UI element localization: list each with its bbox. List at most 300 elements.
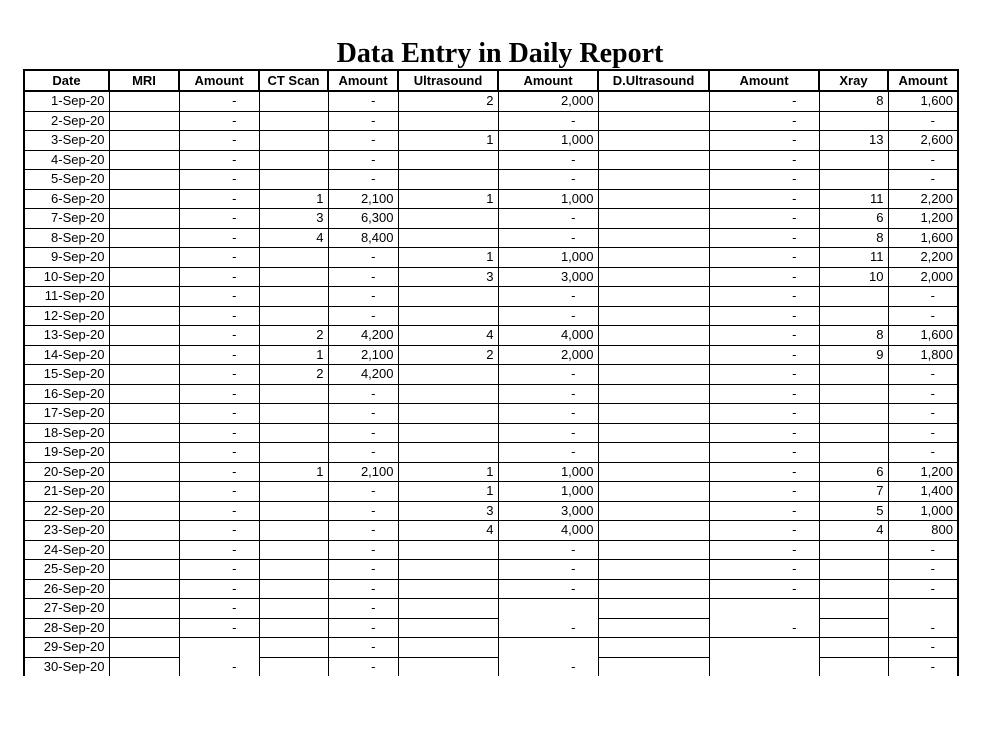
cell-ct-amount[interactable]: -: [328, 423, 398, 443]
cell-date[interactable]: 11-Sep-20: [24, 287, 109, 307]
cell-date[interactable]: 5-Sep-20: [24, 170, 109, 190]
cell-xray-amount[interactable]: 1,200: [888, 209, 958, 229]
cell-d-ultrasound-amount[interactable]: -: [709, 501, 819, 521]
cell-ct-amount[interactable]: -: [328, 267, 398, 287]
cell-xray[interactable]: 6: [819, 209, 888, 229]
cell-d-ultrasound-amount[interactable]: -: [709, 521, 819, 541]
cell-ct-amount[interactable]: -: [328, 618, 398, 638]
cell-mri-amount[interactable]: -: [179, 209, 259, 229]
cell-date[interactable]: 21-Sep-20: [24, 482, 109, 502]
cell-ultrasound[interactable]: 2: [398, 91, 498, 111]
cell-xray[interactable]: 9: [819, 345, 888, 365]
cell-d-ultrasound[interactable]: [598, 599, 709, 619]
cell-ct-scan[interactable]: 1: [259, 189, 328, 209]
cell-ct-amount[interactable]: 2,100: [328, 345, 398, 365]
cell-xray-amount[interactable]: 2,200: [888, 189, 958, 209]
cell-mri[interactable]: [109, 657, 179, 676]
cell-d-ultrasound[interactable]: [598, 111, 709, 131]
cell-mri[interactable]: [109, 267, 179, 287]
cell-xray[interactable]: 5: [819, 501, 888, 521]
cell-ct-amount[interactable]: -: [328, 91, 398, 111]
cell-date[interactable]: 18-Sep-20: [24, 423, 109, 443]
cell-ultrasound-amount[interactable]: -: [498, 209, 598, 229]
cell-ultrasound-amount[interactable]: 1,000: [498, 482, 598, 502]
cell-d-ultrasound[interactable]: [598, 384, 709, 404]
cell-ultrasound-amount[interactable]: -: [498, 306, 598, 326]
cell-ultrasound[interactable]: 1: [398, 248, 498, 268]
cell-ultrasound[interactable]: [398, 150, 498, 170]
cell-date[interactable]: 29-Sep-20: [24, 638, 109, 658]
cell-ultrasound-amount[interactable]: -: [498, 287, 598, 307]
cell-mri-amount[interactable]: -: [179, 189, 259, 209]
cell-date[interactable]: 9-Sep-20: [24, 248, 109, 268]
cell-mri-amount[interactable]: -: [179, 365, 259, 385]
cell-mri-amount[interactable]: -: [179, 521, 259, 541]
cell-date[interactable]: 28-Sep-20: [24, 618, 109, 638]
cell-ct-scan[interactable]: 3: [259, 209, 328, 229]
cell-d-ultrasound[interactable]: [598, 209, 709, 229]
cell-xray[interactable]: 8: [819, 228, 888, 248]
cell-mri[interactable]: [109, 443, 179, 463]
cell-ct-scan[interactable]: [259, 404, 328, 424]
cell-ct-amount[interactable]: 6,300: [328, 209, 398, 229]
cell-ultrasound[interactable]: [398, 657, 498, 676]
cell-ultrasound[interactable]: 4: [398, 521, 498, 541]
cell-xray-amount[interactable]: 1,600: [888, 228, 958, 248]
cell-ultrasound[interactable]: 1: [398, 482, 498, 502]
cell-ct-scan[interactable]: [259, 111, 328, 131]
cell-ct-scan[interactable]: [259, 579, 328, 599]
cell-d-ultrasound-amount[interactable]: -: [709, 618, 819, 638]
cell-date[interactable]: 8-Sep-20: [24, 228, 109, 248]
cell-xray-amount[interactable]: -: [888, 404, 958, 424]
cell-xray-amount[interactable]: -: [888, 657, 958, 676]
cell-xray-amount[interactable]: 1,800: [888, 345, 958, 365]
cell-xray[interactable]: [819, 170, 888, 190]
cell-date[interactable]: 15-Sep-20: [24, 365, 109, 385]
cell-ct-scan[interactable]: [259, 170, 328, 190]
cell-d-ultrasound[interactable]: [598, 189, 709, 209]
cell-mri[interactable]: [109, 150, 179, 170]
cell-ultrasound[interactable]: 3: [398, 267, 498, 287]
cell-ct-scan[interactable]: 4: [259, 228, 328, 248]
cell-mri[interactable]: [109, 521, 179, 541]
cell-ultrasound-amount[interactable]: 2,000: [498, 345, 598, 365]
cell-ultrasound[interactable]: [398, 228, 498, 248]
cell-ultrasound[interactable]: [398, 365, 498, 385]
cell-xray-amount[interactable]: [888, 599, 958, 619]
cell-ct-amount[interactable]: -: [328, 657, 398, 676]
cell-ct-amount[interactable]: -: [328, 287, 398, 307]
cell-xray-amount[interactable]: 1,400: [888, 482, 958, 502]
col-header-date[interactable]: Date: [24, 70, 109, 91]
cell-mri[interactable]: [109, 248, 179, 268]
cell-ct-scan[interactable]: [259, 131, 328, 151]
cell-date[interactable]: 6-Sep-20: [24, 189, 109, 209]
cell-d-ultrasound[interactable]: [598, 521, 709, 541]
cell-ct-scan[interactable]: [259, 521, 328, 541]
cell-mri-amount[interactable]: -: [179, 579, 259, 599]
cell-ct-amount[interactable]: 8,400: [328, 228, 398, 248]
cell-mri[interactable]: [109, 209, 179, 229]
cell-mri[interactable]: [109, 189, 179, 209]
cell-ct-scan[interactable]: 2: [259, 326, 328, 346]
cell-mri[interactable]: [109, 326, 179, 346]
cell-mri-amount[interactable]: -: [179, 384, 259, 404]
cell-ct-scan[interactable]: [259, 384, 328, 404]
cell-ct-scan[interactable]: 1: [259, 462, 328, 482]
cell-mri-amount[interactable]: [179, 638, 259, 658]
cell-mri-amount[interactable]: -: [179, 150, 259, 170]
cell-d-ultrasound-amount[interactable]: -: [709, 482, 819, 502]
cell-d-ultrasound-amount[interactable]: -: [709, 91, 819, 111]
cell-ct-amount[interactable]: -: [328, 560, 398, 580]
cell-ct-scan[interactable]: [259, 599, 328, 619]
cell-mri[interactable]: [109, 91, 179, 111]
cell-d-ultrasound[interactable]: [598, 657, 709, 676]
cell-d-ultrasound-amount[interactable]: [709, 657, 819, 676]
cell-ct-amount[interactable]: 2,100: [328, 462, 398, 482]
cell-ultrasound-amount[interactable]: 3,000: [498, 267, 598, 287]
cell-d-ultrasound[interactable]: [598, 91, 709, 111]
cell-d-ultrasound[interactable]: [598, 638, 709, 658]
cell-ultrasound-amount[interactable]: 1,000: [498, 189, 598, 209]
col-header-d-ultrasound[interactable]: D.Ultrasound: [598, 70, 709, 91]
cell-ultrasound-amount[interactable]: -: [498, 618, 598, 638]
cell-mri[interactable]: [109, 579, 179, 599]
cell-date[interactable]: 3-Sep-20: [24, 131, 109, 151]
cell-ultrasound-amount[interactable]: -: [498, 111, 598, 131]
cell-mri-amount[interactable]: -: [179, 560, 259, 580]
cell-mri[interactable]: [109, 540, 179, 560]
cell-ultrasound[interactable]: [398, 560, 498, 580]
cell-date[interactable]: 30-Sep-20: [24, 657, 109, 676]
cell-mri-amount[interactable]: -: [179, 657, 259, 676]
cell-xray[interactable]: 4: [819, 521, 888, 541]
cell-ultrasound[interactable]: 1: [398, 462, 498, 482]
cell-mri[interactable]: [109, 501, 179, 521]
col-header-ct-scan[interactable]: CT Scan: [259, 70, 328, 91]
cell-ultrasound[interactable]: [398, 384, 498, 404]
cell-d-ultrasound[interactable]: [598, 267, 709, 287]
cell-xray-amount[interactable]: -: [888, 287, 958, 307]
cell-ct-amount[interactable]: -: [328, 638, 398, 658]
cell-xray[interactable]: 13: [819, 131, 888, 151]
cell-mri-amount[interactable]: -: [179, 111, 259, 131]
cell-d-ultrasound-amount[interactable]: -: [709, 384, 819, 404]
cell-mri-amount[interactable]: -: [179, 423, 259, 443]
cell-mri-amount[interactable]: -: [179, 462, 259, 482]
cell-xray[interactable]: 8: [819, 326, 888, 346]
cell-mri[interactable]: [109, 365, 179, 385]
cell-d-ultrasound[interactable]: [598, 345, 709, 365]
cell-d-ultrasound-amount[interactable]: [709, 599, 819, 619]
cell-ultrasound-amount[interactable]: 1,000: [498, 131, 598, 151]
cell-ct-scan[interactable]: [259, 91, 328, 111]
cell-ultrasound[interactable]: [398, 404, 498, 424]
cell-ct-scan[interactable]: [259, 306, 328, 326]
cell-ct-scan[interactable]: [259, 287, 328, 307]
cell-ct-scan[interactable]: [259, 443, 328, 463]
cell-mri[interactable]: [109, 599, 179, 619]
cell-xray[interactable]: [819, 579, 888, 599]
cell-ultrasound-amount[interactable]: 1,000: [498, 248, 598, 268]
cell-ct-amount[interactable]: -: [328, 579, 398, 599]
cell-d-ultrasound[interactable]: [598, 365, 709, 385]
col-header-mri-amount[interactable]: Amount: [179, 70, 259, 91]
cell-xray[interactable]: [819, 540, 888, 560]
col-header-d-ultrasound-amount[interactable]: Amount: [709, 70, 819, 91]
cell-ultrasound[interactable]: [398, 170, 498, 190]
cell-ultrasound[interactable]: 2: [398, 345, 498, 365]
cell-date[interactable]: 23-Sep-20: [24, 521, 109, 541]
cell-date[interactable]: 2-Sep-20: [24, 111, 109, 131]
cell-ultrasound[interactable]: [398, 287, 498, 307]
cell-xray-amount[interactable]: -: [888, 579, 958, 599]
cell-ct-scan[interactable]: [259, 267, 328, 287]
cell-d-ultrasound-amount[interactable]: -: [709, 540, 819, 560]
cell-ultrasound-amount[interactable]: [498, 599, 598, 619]
cell-mri-amount[interactable]: -: [179, 540, 259, 560]
cell-xray-amount[interactable]: -: [888, 150, 958, 170]
cell-mri[interactable]: [109, 306, 179, 326]
cell-mri-amount[interactable]: -: [179, 91, 259, 111]
cell-d-ultrasound[interactable]: [598, 618, 709, 638]
cell-mri[interactable]: [109, 423, 179, 443]
cell-ct-amount[interactable]: 2,100: [328, 189, 398, 209]
cell-mri-amount[interactable]: -: [179, 228, 259, 248]
cell-ct-scan[interactable]: [259, 248, 328, 268]
cell-ultrasound-amount[interactable]: -: [498, 423, 598, 443]
cell-d-ultrasound[interactable]: [598, 228, 709, 248]
cell-xray[interactable]: [819, 657, 888, 676]
cell-mri-amount[interactable]: -: [179, 248, 259, 268]
cell-ultrasound[interactable]: [398, 579, 498, 599]
cell-ct-amount[interactable]: -: [328, 501, 398, 521]
cell-mri[interactable]: [109, 482, 179, 502]
cell-ultrasound-amount[interactable]: 1,000: [498, 462, 598, 482]
cell-date[interactable]: 13-Sep-20: [24, 326, 109, 346]
cell-xray-amount[interactable]: 2,200: [888, 248, 958, 268]
col-header-ultrasound[interactable]: Ultrasound: [398, 70, 498, 91]
cell-ct-scan[interactable]: 2: [259, 365, 328, 385]
cell-d-ultrasound-amount[interactable]: -: [709, 170, 819, 190]
cell-ultrasound[interactable]: [398, 111, 498, 131]
cell-xray[interactable]: [819, 365, 888, 385]
cell-ct-scan[interactable]: [259, 501, 328, 521]
cell-xray[interactable]: [819, 443, 888, 463]
cell-ct-scan[interactable]: [259, 150, 328, 170]
cell-ultrasound[interactable]: [398, 638, 498, 658]
cell-date[interactable]: 19-Sep-20: [24, 443, 109, 463]
cell-mri-amount[interactable]: -: [179, 443, 259, 463]
cell-date[interactable]: 4-Sep-20: [24, 150, 109, 170]
cell-mri-amount[interactable]: -: [179, 501, 259, 521]
cell-d-ultrasound-amount[interactable]: -: [709, 560, 819, 580]
cell-d-ultrasound-amount[interactable]: -: [709, 423, 819, 443]
cell-d-ultrasound[interactable]: [598, 326, 709, 346]
cell-d-ultrasound-amount[interactable]: -: [709, 248, 819, 268]
cell-mri-amount[interactable]: -: [179, 618, 259, 638]
cell-ultrasound-amount[interactable]: -: [498, 150, 598, 170]
cell-mri[interactable]: [109, 345, 179, 365]
cell-xray[interactable]: [819, 111, 888, 131]
cell-xray[interactable]: 11: [819, 248, 888, 268]
cell-d-ultrasound[interactable]: [598, 170, 709, 190]
cell-d-ultrasound-amount[interactable]: -: [709, 365, 819, 385]
cell-xray-amount[interactable]: 1,000: [888, 501, 958, 521]
cell-ultrasound[interactable]: [398, 540, 498, 560]
cell-ultrasound-amount[interactable]: 3,000: [498, 501, 598, 521]
cell-d-ultrasound[interactable]: [598, 540, 709, 560]
cell-ct-amount[interactable]: 4,200: [328, 326, 398, 346]
cell-mri-amount[interactable]: -: [179, 170, 259, 190]
cell-d-ultrasound-amount[interactable]: -: [709, 326, 819, 346]
cell-mri-amount[interactable]: -: [179, 267, 259, 287]
cell-ct-scan[interactable]: [259, 638, 328, 658]
cell-d-ultrasound[interactable]: [598, 131, 709, 151]
cell-ultrasound-amount[interactable]: [498, 638, 598, 658]
cell-mri[interactable]: [109, 384, 179, 404]
cell-mri-amount[interactable]: -: [179, 482, 259, 502]
cell-d-ultrasound-amount[interactable]: -: [709, 287, 819, 307]
cell-mri[interactable]: [109, 462, 179, 482]
cell-mri[interactable]: [109, 170, 179, 190]
cell-date[interactable]: 7-Sep-20: [24, 209, 109, 229]
col-header-xray[interactable]: Xray: [819, 70, 888, 91]
cell-d-ultrasound-amount[interactable]: -: [709, 345, 819, 365]
cell-xray-amount[interactable]: -: [888, 540, 958, 560]
cell-xray[interactable]: [819, 599, 888, 619]
cell-ultrasound-amount[interactable]: -: [498, 384, 598, 404]
cell-ct-amount[interactable]: -: [328, 521, 398, 541]
cell-d-ultrasound[interactable]: [598, 462, 709, 482]
cell-ultrasound-amount[interactable]: -: [498, 443, 598, 463]
cell-d-ultrasound-amount[interactable]: -: [709, 462, 819, 482]
cell-date[interactable]: 16-Sep-20: [24, 384, 109, 404]
cell-d-ultrasound-amount[interactable]: -: [709, 443, 819, 463]
cell-d-ultrasound[interactable]: [598, 482, 709, 502]
cell-ultrasound-amount[interactable]: -: [498, 657, 598, 676]
cell-ultrasound-amount[interactable]: -: [498, 170, 598, 190]
cell-ultrasound-amount[interactable]: -: [498, 365, 598, 385]
cell-ct-amount[interactable]: -: [328, 599, 398, 619]
cell-xray-amount[interactable]: -: [888, 365, 958, 385]
cell-xray-amount[interactable]: 1,600: [888, 326, 958, 346]
cell-d-ultrasound-amount[interactable]: -: [709, 209, 819, 229]
cell-xray[interactable]: 8: [819, 91, 888, 111]
cell-ultrasound-amount[interactable]: 2,000: [498, 91, 598, 111]
cell-mri-amount[interactable]: -: [179, 131, 259, 151]
cell-ct-scan[interactable]: [259, 482, 328, 502]
cell-ultrasound[interactable]: [398, 618, 498, 638]
cell-d-ultrasound-amount[interactable]: -: [709, 228, 819, 248]
cell-xray[interactable]: [819, 638, 888, 658]
cell-ct-scan[interactable]: [259, 618, 328, 638]
cell-xray-amount[interactable]: -: [888, 384, 958, 404]
cell-ultrasound-amount[interactable]: -: [498, 560, 598, 580]
cell-d-ultrasound-amount[interactable]: -: [709, 579, 819, 599]
cell-d-ultrasound-amount[interactable]: -: [709, 189, 819, 209]
cell-d-ultrasound[interactable]: [598, 306, 709, 326]
cell-ct-scan[interactable]: [259, 560, 328, 580]
cell-xray[interactable]: 11: [819, 189, 888, 209]
cell-d-ultrasound[interactable]: [598, 423, 709, 443]
cell-xray-amount[interactable]: -: [888, 306, 958, 326]
cell-mri-amount[interactable]: -: [179, 326, 259, 346]
cell-d-ultrasound[interactable]: [598, 579, 709, 599]
cell-ultrasound-amount[interactable]: -: [498, 579, 598, 599]
cell-xray[interactable]: [819, 423, 888, 443]
cell-xray[interactable]: [819, 618, 888, 638]
cell-ct-amount[interactable]: -: [328, 482, 398, 502]
cell-ct-scan[interactable]: [259, 657, 328, 676]
cell-xray[interactable]: [819, 404, 888, 424]
cell-ct-amount[interactable]: 4,200: [328, 365, 398, 385]
cell-ct-amount[interactable]: -: [328, 306, 398, 326]
cell-xray-amount[interactable]: 2,600: [888, 131, 958, 151]
col-header-mri[interactable]: MRI: [109, 70, 179, 91]
cell-mri-amount[interactable]: -: [179, 287, 259, 307]
col-header-ct-amount[interactable]: Amount: [328, 70, 398, 91]
col-header-xray-amount[interactable]: Amount: [888, 70, 958, 91]
cell-date[interactable]: 17-Sep-20: [24, 404, 109, 424]
cell-d-ultrasound[interactable]: [598, 404, 709, 424]
cell-date[interactable]: 27-Sep-20: [24, 599, 109, 619]
cell-mri-amount[interactable]: -: [179, 345, 259, 365]
cell-mri[interactable]: [109, 228, 179, 248]
cell-d-ultrasound-amount[interactable]: -: [709, 306, 819, 326]
cell-xray-amount[interactable]: -: [888, 443, 958, 463]
cell-mri[interactable]: [109, 560, 179, 580]
cell-date[interactable]: 14-Sep-20: [24, 345, 109, 365]
cell-d-ultrasound-amount[interactable]: -: [709, 111, 819, 131]
cell-d-ultrasound-amount[interactable]: -: [709, 131, 819, 151]
cell-mri[interactable]: [109, 111, 179, 131]
cell-mri-amount[interactable]: -: [179, 404, 259, 424]
cell-d-ultrasound-amount[interactable]: -: [709, 404, 819, 424]
cell-date[interactable]: 10-Sep-20: [24, 267, 109, 287]
cell-ct-amount[interactable]: -: [328, 540, 398, 560]
cell-ct-amount[interactable]: -: [328, 131, 398, 151]
cell-xray-amount[interactable]: -: [888, 111, 958, 131]
cell-mri[interactable]: [109, 131, 179, 151]
cell-ultrasound-amount[interactable]: -: [498, 228, 598, 248]
cell-ultrasound[interactable]: 3: [398, 501, 498, 521]
cell-xray[interactable]: [819, 150, 888, 170]
cell-ct-amount[interactable]: -: [328, 170, 398, 190]
cell-mri[interactable]: [109, 618, 179, 638]
cell-xray[interactable]: [819, 287, 888, 307]
cell-ct-scan[interactable]: 1: [259, 345, 328, 365]
cell-ultrasound[interactable]: [398, 209, 498, 229]
cell-date[interactable]: 20-Sep-20: [24, 462, 109, 482]
cell-xray[interactable]: [819, 384, 888, 404]
cell-ct-scan[interactable]: [259, 540, 328, 560]
cell-xray-amount[interactable]: -: [888, 618, 958, 638]
cell-xray[interactable]: [819, 306, 888, 326]
cell-ct-amount[interactable]: -: [328, 384, 398, 404]
cell-ultrasound-amount[interactable]: 4,000: [498, 326, 598, 346]
cell-mri[interactable]: [109, 287, 179, 307]
cell-date[interactable]: 22-Sep-20: [24, 501, 109, 521]
cell-ultrasound[interactable]: 1: [398, 131, 498, 151]
cell-mri-amount[interactable]: -: [179, 306, 259, 326]
cell-xray-amount[interactable]: 1,600: [888, 91, 958, 111]
cell-mri[interactable]: [109, 638, 179, 658]
cell-xray-amount[interactable]: -: [888, 170, 958, 190]
cell-ultrasound[interactable]: [398, 599, 498, 619]
